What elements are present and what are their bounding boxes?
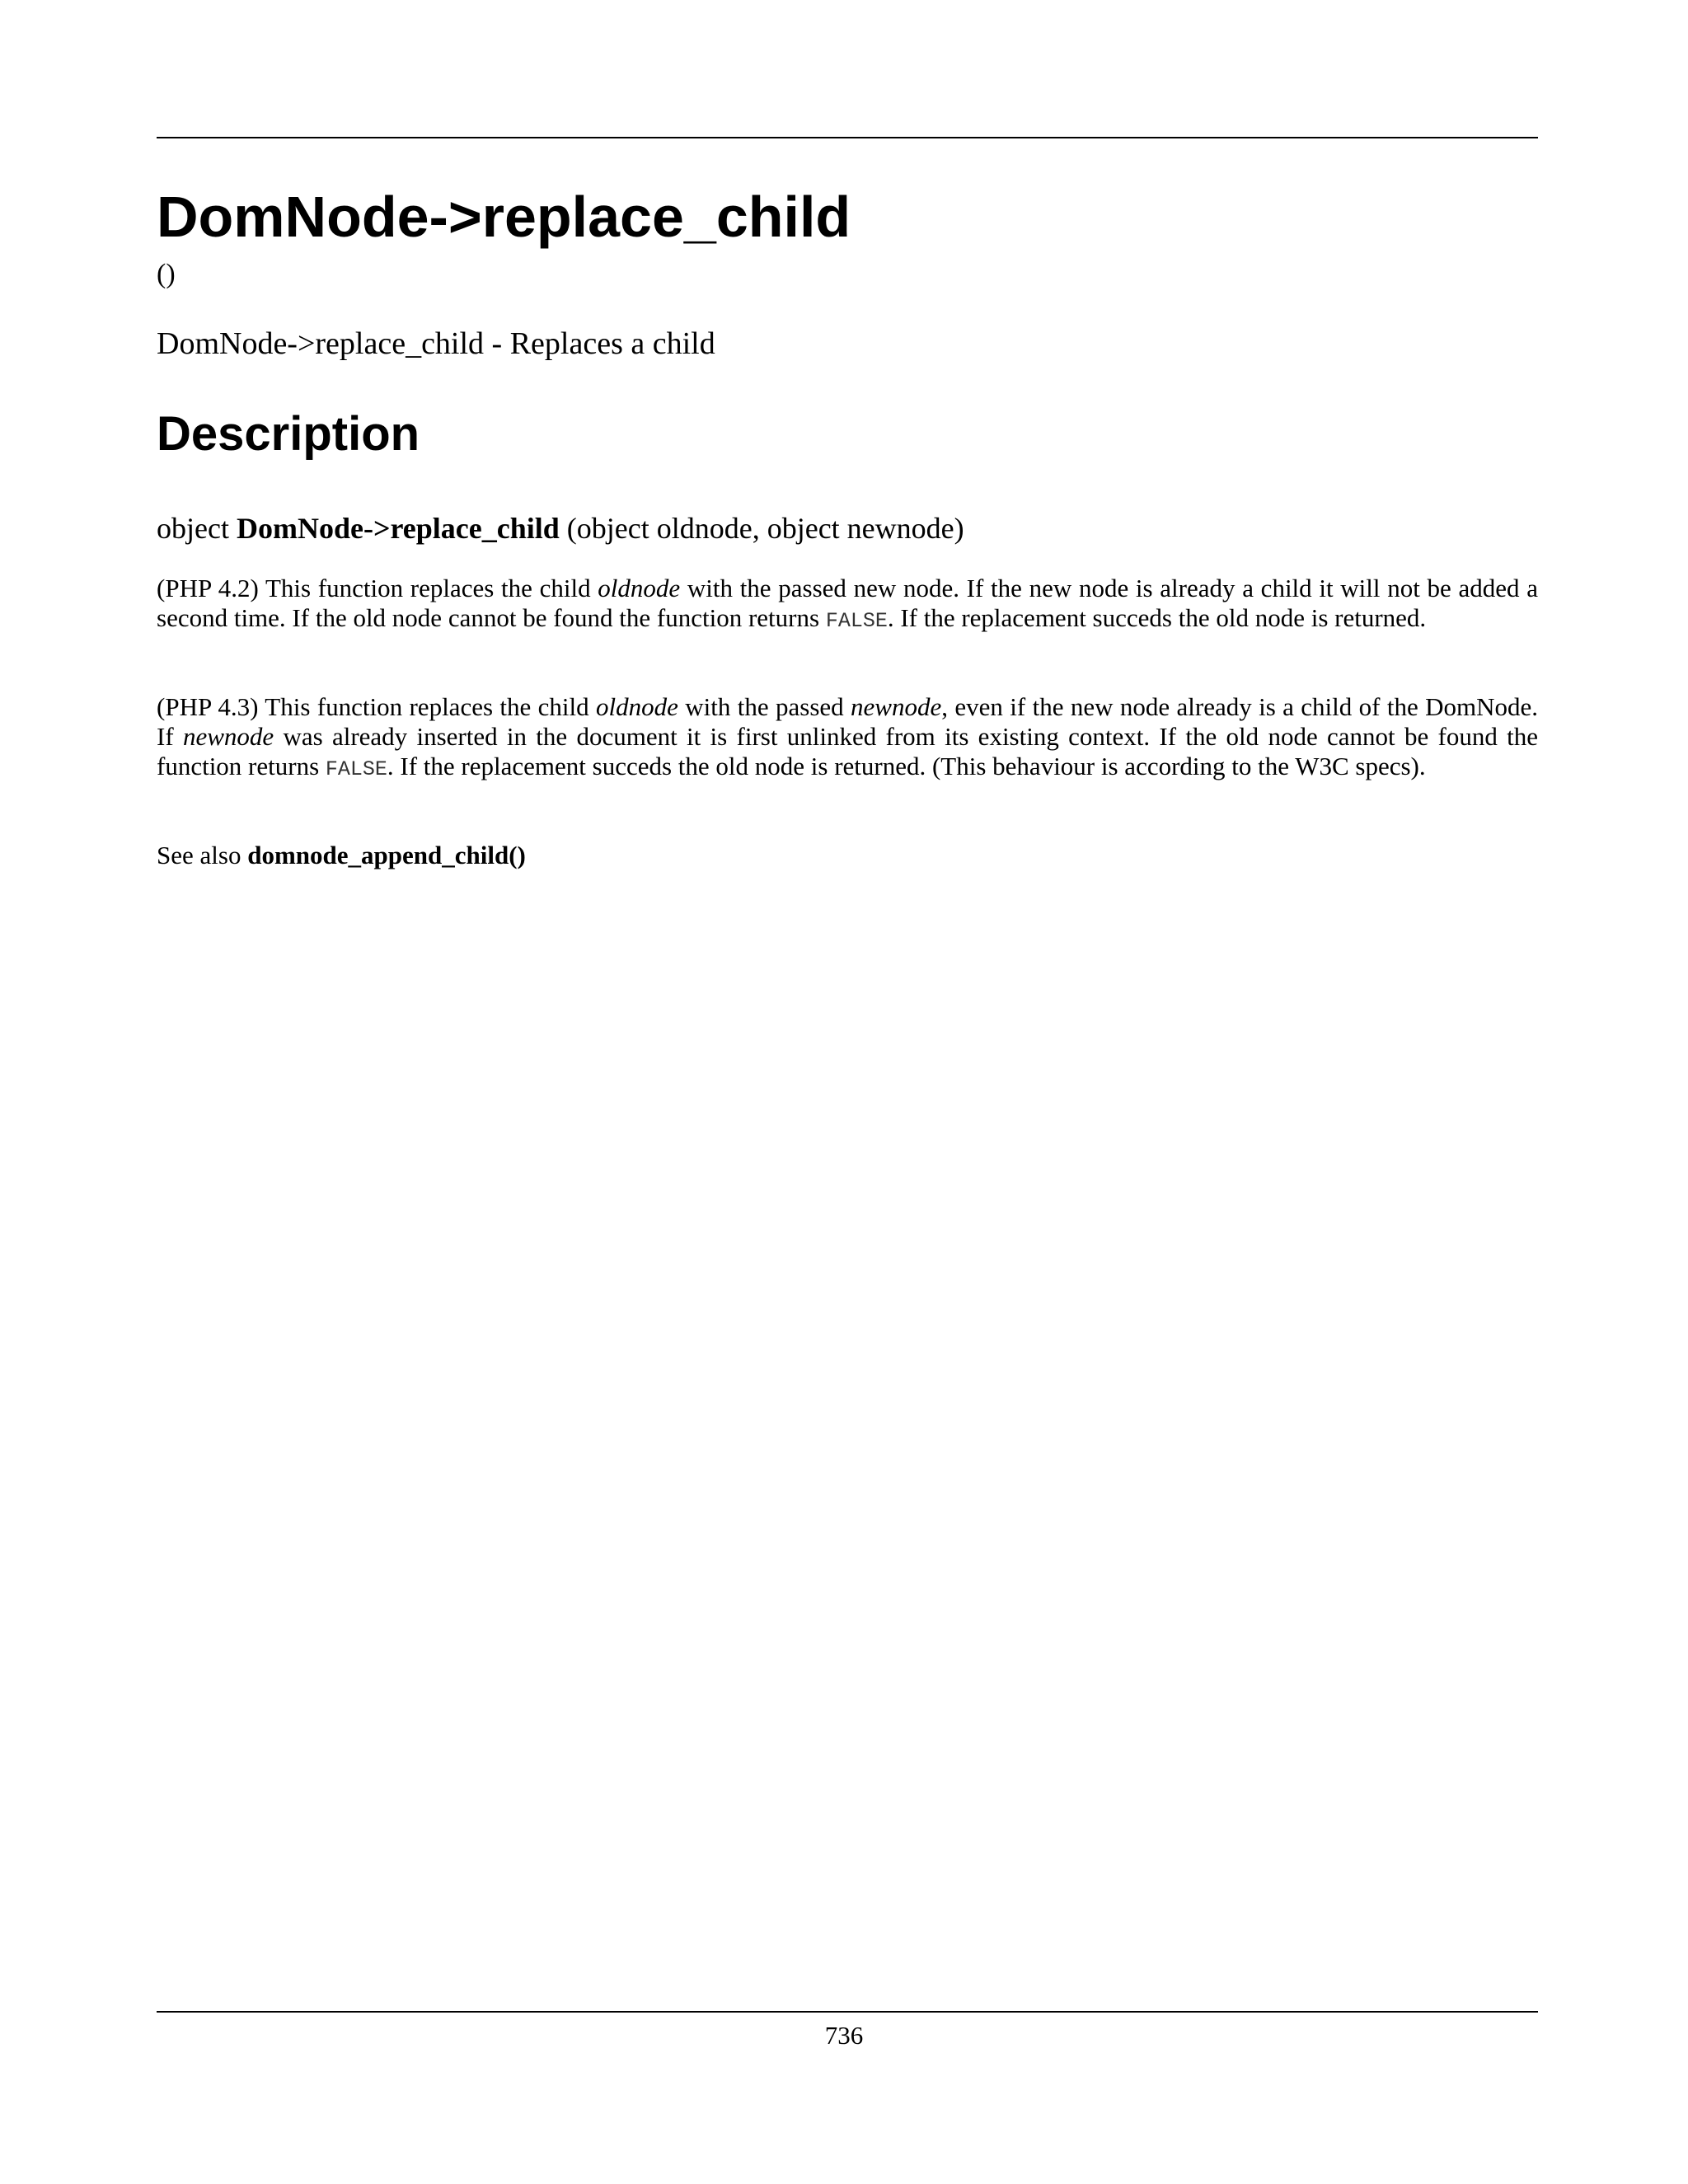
description-heading: Description — [157, 407, 420, 461]
function-synopsis — [157, 511, 964, 546]
para-text: . If the replacement succeds the old node is returned. — [887, 603, 1427, 632]
para-text: , even if the new node already is a child of the DomNode. If — [157, 692, 1538, 751]
see-also — [157, 841, 526, 870]
param-emphasis: oldnode — [596, 692, 678, 721]
para-text: with the passed new node. If the new node is already a child it will not be added a second time. If the old node cannot be found the function returns — [157, 574, 1538, 632]
see-also-link[interactable]: domnode_append_child() — [247, 841, 526, 869]
page-title: DomNode->replace_child — [157, 185, 851, 249]
function-params: (object oldnode, object newnode) — [559, 512, 964, 545]
para-text: . If the replacement succeds the old node is returned. (This behaviour is according to the W3C specs). — [387, 752, 1426, 780]
return-type: object — [157, 512, 237, 545]
constant-code: FALSE — [825, 609, 888, 633]
page-number: 736 — [824, 2021, 864, 2050]
para-text: (PHP 4.2) This function replaces the child — [157, 574, 598, 602]
ref-purpose: DomNode->replace_child - Replaces a child — [157, 326, 715, 361]
description-paragraph-php42 — [157, 574, 1538, 636]
constant-code: FALSE — [325, 757, 387, 781]
param-emphasis: newnode — [851, 692, 942, 721]
description-paragraph-php43 — [157, 692, 1538, 785]
footer-rule — [157, 2011, 1538, 2013]
para-text: was already inserted in the document it is first unlinked from its existing context. If the old node cannot be found the function returns — [157, 722, 1538, 780]
see-also-prefix: See also — [157, 841, 248, 869]
header-rule — [157, 137, 1538, 138]
para-text: with the passed — [678, 692, 851, 721]
para-text: (PHP 4.3) This function replaces the child — [157, 692, 597, 721]
title-parens: () — [157, 259, 176, 289]
param-emphasis: newnode — [182, 722, 274, 751]
param-emphasis: oldnode — [598, 574, 681, 602]
function-name: DomNode->replace_child — [236, 512, 560, 545]
